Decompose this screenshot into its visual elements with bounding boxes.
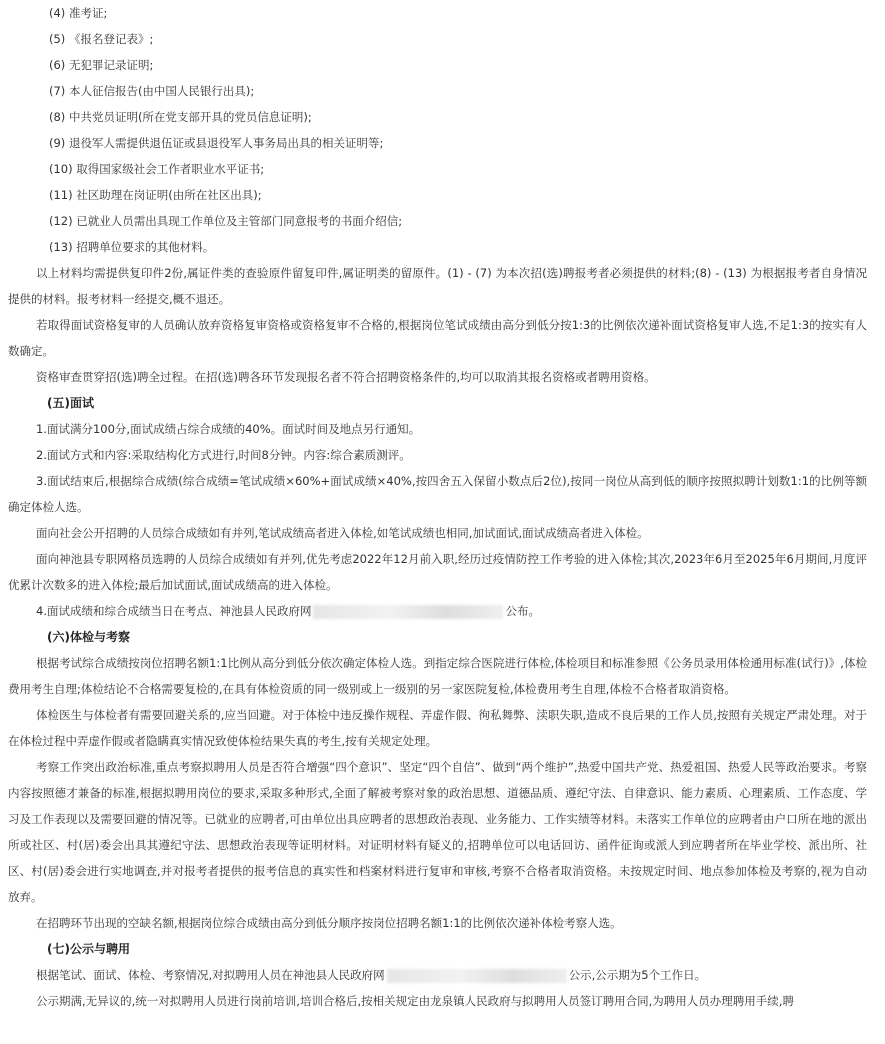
section-heading-physical: (六)体检与考察	[47, 630, 130, 644]
redacted-url	[313, 605, 503, 619]
list-item: (8) 中共党员证明(所在党支部开具的党员信息证明);	[49, 110, 312, 124]
paragraph: 根据考试综合成绩按岗位招聘名额1:1比例从高分到低分依次确定体检人选。到指定综合医院进行体检,体检项目和标准参照《公务员录用体检通用标准(试行)》,体检费用考生自理;体检结论不合格需要复检的,在具有体检资质的同一级别或上一级别的另一家医院复检,体检费用考生自理,体检不合格者取消资格。	[8, 656, 867, 696]
paragraph: 1.面试满分100分,面试成绩占综合成绩的40%。面试时间及地点另行通知。	[36, 422, 421, 436]
paragraph: 3.面试结束后,根据综合成绩(综合成绩=笔试成绩×60%+面试成绩×40%,按四舍五入保留小数点后2位),按同一岗位从高到低的顺序按照拟聘计划数1:1的比例等额确定体检人选。	[8, 474, 867, 514]
materials-list	[0, 0, 885, 260]
list-item: (7) 本人征信报告(由中国人民银行出具);	[49, 84, 255, 98]
list-item: (12) 已就业人员需出具现工作单位及主管部门同意报考的书面介绍信;	[49, 214, 403, 228]
list-item: (9) 退役军人需提供退伍证或县退役军人事务局出具的相关证明等;	[49, 136, 384, 150]
section-heading-publicity: (七)公示与聘用	[47, 942, 130, 956]
list-item: (6) 无犯罪记录证明;	[49, 58, 154, 72]
paragraph: 体检医生与体检者有需要回避关系的,应当回避。对于体检中违反操作规程、弄虚作假、徇私舞弊、渎职失职,造成不良后果的工作人员,按照有关规定严肃处理。对于在体检过程中弄虚作假或者隐瞒真实情况致使体检结果失真的考生,按有关规定处理。	[8, 708, 867, 748]
list-item: (13) 招聘单位要求的其他材料。	[49, 240, 215, 254]
paragraph	[0, 598, 885, 624]
paragraph: 资格审查贯穿招(选)聘全过程。在招(选)聘各环节发现报名者不符合招聘资格条件的,均可以取消其报名资格或者聘用资格。	[36, 370, 656, 384]
paragraph: 若取得面试资格复审的人员确认放弃资格复审资格或资格复审不合格的,根据岗位笔试成绩由高分到低分按1:3的比例依次递补面试资格复审人选,不足1:3的按实有人数确定。	[8, 318, 867, 358]
redacted-url	[387, 969, 567, 983]
paragraph: 面向社会公开招聘的人员综合成绩如有并列,笔试成绩高者进入体检,如笔试成绩也相同,加试面试,面试成绩高者进入体检。	[36, 526, 649, 540]
paragraph	[0, 962, 885, 988]
text-span: 公布。	[505, 604, 540, 618]
text-span: 公示,公示期为5个工作日。	[568, 968, 707, 982]
section-heading-interview: (五)面试	[47, 396, 94, 410]
list-item: (10) 取得国家级社会工作者职业水平证书;	[49, 162, 265, 176]
list-item: (4) 准考证;	[49, 6, 108, 20]
paragraph: 考察工作突出政治标准,重点考察拟聘用人员是否符合增强“四个意识”、坚定“四个自信”、做到“两个维护”,热爱中国共产党、热爱祖国、热爱人民等政治要求。考察内容按照德才兼备的标准,根据拟聘用岗位的要求,采取多种形式,全面了解被考察对象的政治思想、道德品质、遵纪守法、自律意识、能力素质、心理素质、工作态度、学习及工作表现以及需要回避的情况等。已就业的应聘者,可由单位出具应聘者的思想政治表现、业务能力、工作实绩等材料。未落实工作单位的应聘者由户口所在地的派出所或社区、村(居)委会出具其遵纪守法、思想政治表现等证明材料。对证明材料有疑义的,招聘单位可以电话回访、函件征询或派人到应聘者所在毕业学校、派出所、社区、村(居)委会进行实地调查,并对报考者提供的报考信息的真实性和档案材料进行复审和审核,考察不合格者取消资格。未按规定时间、地点参加体检及考察的,视为自动放弃。	[8, 760, 867, 904]
paragraph: 以上材料均需提供复印件2份,属证件类的查验原件留复印件,属证明类的留原件。(1) - (7) 为本次招(选)聘报考者必须提供的材料;(8) - (13) 为根据报考者自身情况提供的材料。报考材料一经提交,概不退还。	[8, 266, 867, 306]
paragraph: 2.面试方式和内容:采取结构化方式进行,时间8分钟。内容:综合素质测评。	[36, 448, 411, 462]
paragraph: 在招聘环节出现的空缺名额,根据岗位综合成绩由高分到低分顺序按岗位招聘名额1:1的比例依次递补体检考察人选。	[36, 916, 622, 930]
text-span: 4.面试成绩和综合成绩当日在考点、神池县人民政府网	[36, 604, 312, 618]
list-item: (11) 社区助理在岗证明(由所在社区出具);	[49, 188, 262, 202]
paragraph: 面向神池县专职网格员选聘的人员综合成绩如有并列,优先考虑2022年12月前入职,经历过疫情防控工作考验的进入体检;其次,2023年6月至2025年6月期间,月度评优累计次数多的进入体检;最后加试面试,面试成绩高的进入体检。	[8, 552, 867, 592]
text-span: 根据笔试、面试、体检、考察情况,对拟聘用人员在神池县人民政府网	[36, 968, 385, 982]
paragraph: 公示期满,无异议的,统一对拟聘用人员进行岗前培训,培训合格后,按相关规定由龙泉镇人民政府与拟聘用人员签订聘用合同,为聘用人员办理聘用手续,聘	[36, 994, 794, 1008]
list-item: (5) 《报名登记表》;	[49, 32, 154, 46]
